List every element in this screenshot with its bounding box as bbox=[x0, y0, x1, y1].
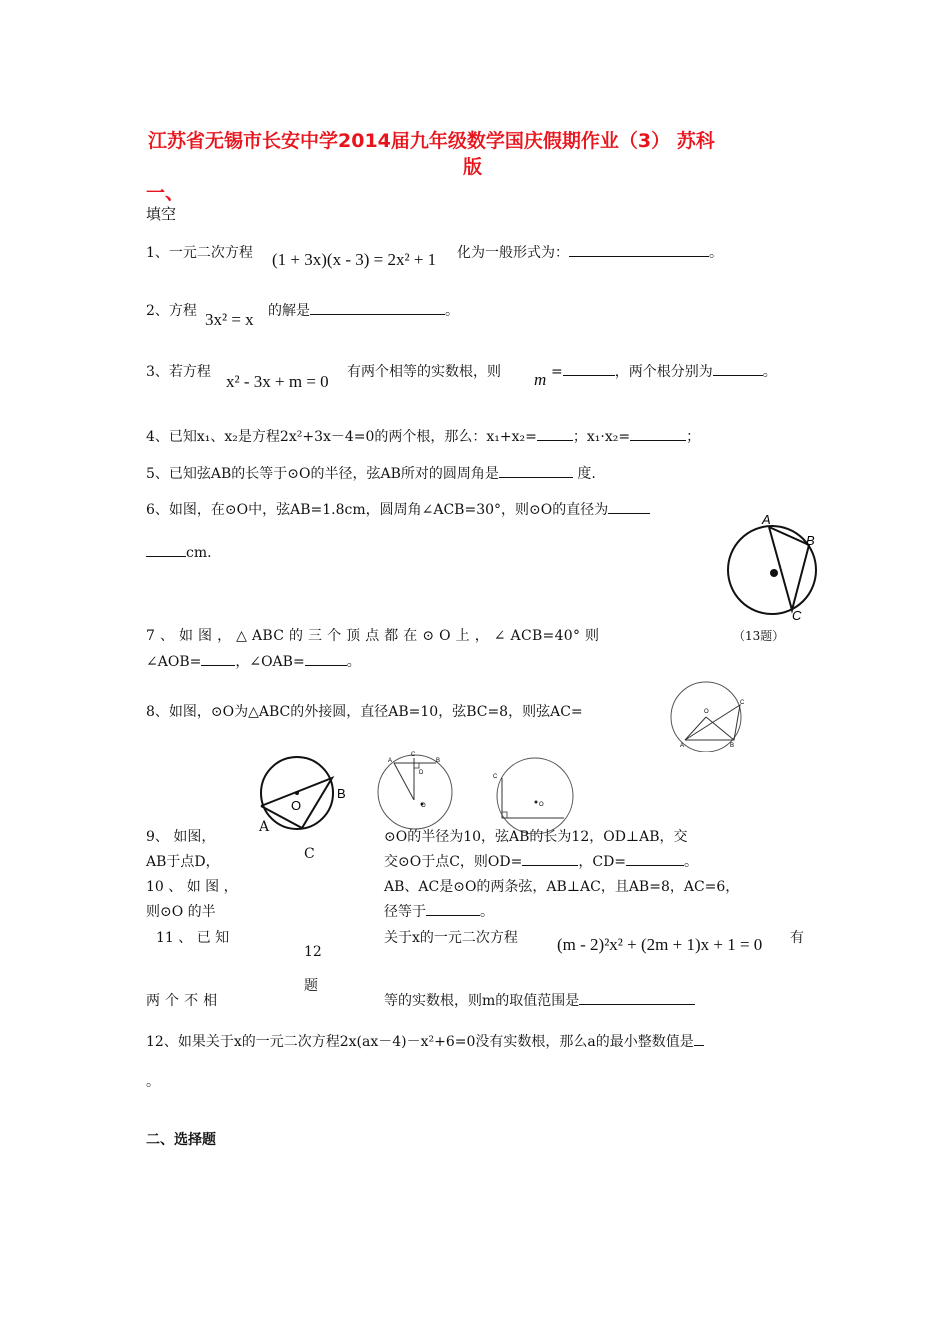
fig8-label-o: O bbox=[704, 709, 709, 715]
fig9-label-d: D bbox=[419, 770, 424, 776]
fig12-label-b: B bbox=[337, 786, 346, 801]
q3-mid: 有两个相等的实数根，则 bbox=[347, 364, 501, 380]
question-7-line2: ∠AOB= ，∠OAB= 。 bbox=[146, 651, 361, 671]
fig10-label-c: C bbox=[493, 774, 498, 780]
q1-answer-blank[interactable] bbox=[569, 242, 709, 257]
q1-tail: 化为一般形式为： 。 bbox=[457, 242, 723, 262]
fig9-label-c: C bbox=[411, 752, 416, 758]
section1-number: 一、 bbox=[146, 182, 185, 204]
fig9-circle bbox=[378, 755, 452, 829]
q12-answer-blank[interactable] bbox=[694, 1031, 704, 1046]
doc-title-line2: 版 bbox=[463, 156, 483, 178]
figure-9 bbox=[374, 748, 460, 830]
q3-text: 3、若方程 bbox=[146, 364, 211, 380]
fig12-label-o: O bbox=[291, 798, 302, 813]
q11-range-blank[interactable] bbox=[579, 990, 695, 1005]
q11-right-1: 关于x的一元二次方程 bbox=[384, 930, 518, 946]
figure-12-caption-label: 题 bbox=[304, 978, 318, 994]
q2-answer-blank[interactable] bbox=[310, 300, 445, 315]
q8-text: 8、如图，⊙O为△ABC的外接圆，直径AB=10，弦BC=8，则弦AC= bbox=[146, 704, 583, 720]
question-5: 5、已知弦AB的长等于⊙O的半径，弦AB所对的圆周角是 度. bbox=[146, 463, 596, 483]
figure-10 bbox=[488, 754, 580, 834]
q4-sum-blank[interactable] bbox=[537, 426, 573, 441]
fig13-label-c: C bbox=[792, 608, 802, 623]
q10-right-1: AB、AC是⊙O的两条弦，AB⊥AC，且AB=8，AC=6， bbox=[384, 879, 740, 895]
question-3-tail: = ，两个根分别为 。 bbox=[551, 361, 777, 381]
figure-13 bbox=[722, 510, 832, 625]
fig10-center-dot bbox=[535, 801, 538, 804]
fig8-label-c: C bbox=[740, 700, 745, 706]
fig12-label-a: A bbox=[259, 819, 270, 835]
q1-text: 1、一元二次方程 bbox=[146, 245, 253, 261]
fig13-label-b: B bbox=[806, 533, 815, 548]
q1-equation: (1 + 3x)(x - 3) = 2x² + 1 bbox=[272, 250, 437, 269]
q7-text: 7 、 如 图 ， △ ABC 的 三 个 顶 点 都 在 ⊙ O 上 ， ∠ ACB=40° 则 bbox=[146, 628, 600, 644]
q3-m-blank[interactable] bbox=[563, 361, 615, 376]
figure-13-caption: （13题） bbox=[733, 629, 785, 643]
q10-left-1: 10 、 如 图 ， bbox=[146, 879, 238, 895]
q9-left-2: AB于点D， bbox=[146, 854, 220, 870]
question-9-right-2: 交⊙O于点C，则OD= ，CD= 。 bbox=[384, 851, 698, 871]
q6-answer-blank-cont[interactable] bbox=[146, 542, 186, 557]
fig10-label-o: O bbox=[539, 802, 544, 808]
fig12-center-dot bbox=[295, 791, 299, 795]
q9-od-blank[interactable] bbox=[522, 851, 578, 866]
question-6-line2: cm. bbox=[146, 542, 212, 561]
q11-left-2: 两 个 不 相 bbox=[146, 993, 218, 1009]
fig13-label-a: A bbox=[762, 512, 771, 527]
q11-equation: (m - 2)²x² + (2m + 1)x + 1 = 0 bbox=[557, 935, 763, 954]
question-12: 12、如果关于x的一元二次方程2x(ax－4)－x²+6=0没有实数根，那么a的最小整数值是 bbox=[146, 1031, 704, 1051]
fig8-radius-ob bbox=[706, 717, 734, 740]
fig10-right-angle bbox=[502, 812, 507, 818]
section2-heading: 二、选择题 bbox=[146, 1132, 216, 1148]
fig13-center-dot bbox=[770, 569, 778, 577]
fig8-label-b: B bbox=[730, 743, 735, 749]
doc-title-line1: 江苏省无锡市长安中学2014届九年级数学国庆假期作业（3） 苏科 bbox=[148, 130, 715, 152]
question-10-right-2: 径等于 。 bbox=[384, 901, 494, 921]
q7-aob-blank[interactable] bbox=[201, 651, 235, 666]
q6-answer-blank[interactable] bbox=[608, 499, 650, 514]
q11-left-1: 11 、 已 知 bbox=[156, 930, 230, 946]
q9-right-1: ⊙O的半径为10，弦AB的长为12，OD⊥AB，交 bbox=[384, 829, 688, 845]
figure-12-caption-number: 12 bbox=[304, 944, 322, 960]
q11-tail: 有 bbox=[790, 930, 804, 946]
q2-equation: 3x² = x bbox=[205, 310, 254, 329]
q9-cd-blank[interactable] bbox=[626, 851, 684, 866]
q9-left-1: 9、 如图， bbox=[146, 829, 216, 845]
question-11-right-2: 等的实数根，则m的取值范围是 bbox=[384, 990, 695, 1010]
fig9-label-a: A bbox=[388, 758, 393, 764]
section1-label: 填空 bbox=[146, 205, 177, 223]
q10-radius-blank[interactable] bbox=[426, 901, 480, 916]
question-2-tail: 的解是 。 bbox=[268, 300, 459, 320]
fig9-radius-oa bbox=[394, 763, 414, 800]
q12-end: 。 bbox=[146, 1074, 160, 1090]
fig8-label-a: A bbox=[680, 743, 685, 749]
fig9-right-angle bbox=[414, 763, 419, 768]
q3-equation: x² - 3x + m = 0 bbox=[226, 372, 329, 391]
q3-roots-blank[interactable] bbox=[713, 361, 763, 376]
q10-left-2: 则⊙O 的半 bbox=[146, 904, 216, 920]
fig12-label-c: C bbox=[304, 846, 315, 862]
fig10-circle bbox=[497, 758, 573, 834]
fig9-label-b: B bbox=[436, 758, 441, 764]
question-4: 4、已知x₁、x₂是方程2x²+3x－4=0的两个根，那么：x₁+x₂= ；x₁·x₂= ； bbox=[146, 426, 700, 446]
q5-answer-blank[interactable] bbox=[499, 463, 573, 478]
q2-text: 2、方程 bbox=[146, 303, 197, 319]
q4-product-blank[interactable] bbox=[630, 426, 686, 441]
question-6: 6、如图，在⊙O中，弦AB=1.8cm，圆周角∠ACB=30°，则⊙O的直径为 bbox=[146, 499, 650, 519]
fig9-label-o: O bbox=[421, 803, 426, 809]
figure-8 bbox=[668, 680, 752, 752]
q7-oab-blank[interactable] bbox=[305, 651, 347, 666]
question-1 bbox=[146, 242, 253, 262]
q3-m: m bbox=[534, 370, 547, 389]
